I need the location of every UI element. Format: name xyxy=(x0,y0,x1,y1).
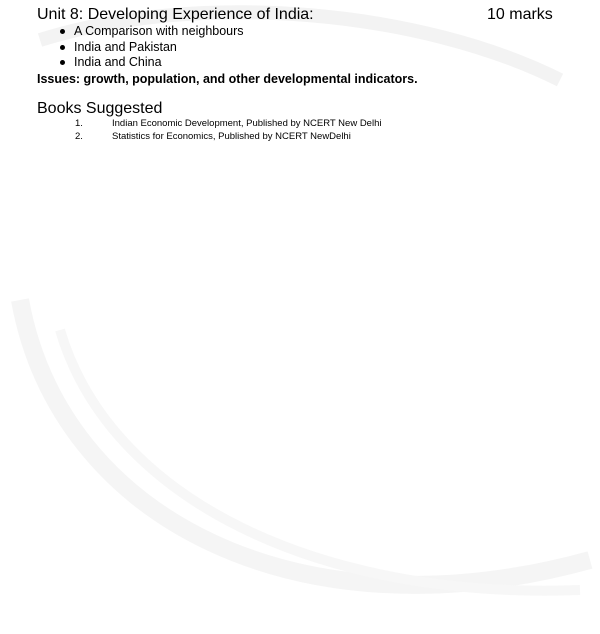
bullet-icon xyxy=(60,60,65,65)
list-item xyxy=(60,24,244,40)
book-title: Indian Economic Development, Published by NCERT New Delhi xyxy=(112,118,382,129)
unit-marks: 10 marks xyxy=(487,6,553,23)
unit-title: Unit 8: Developing Experience of India: xyxy=(37,6,314,23)
list-item xyxy=(60,40,244,56)
list-item xyxy=(60,55,244,71)
issues-line: Issues: growth, population, and other developmental indicators. xyxy=(37,72,418,86)
books-heading: Books Suggested xyxy=(37,100,163,117)
list-item-label: India and Pakistan xyxy=(74,39,177,54)
list-item-label: A Comparison with neighbours xyxy=(74,24,244,38)
list-item-label: India and China xyxy=(74,55,162,69)
book-number: 1. xyxy=(75,118,83,129)
book-title: Statistics for Economics, Published by NCERT NewDelhi xyxy=(112,131,351,142)
book-number: 2. xyxy=(75,131,83,142)
bullet-icon xyxy=(60,29,65,34)
unit-topics-list xyxy=(60,24,244,71)
bullet-icon xyxy=(60,45,65,50)
